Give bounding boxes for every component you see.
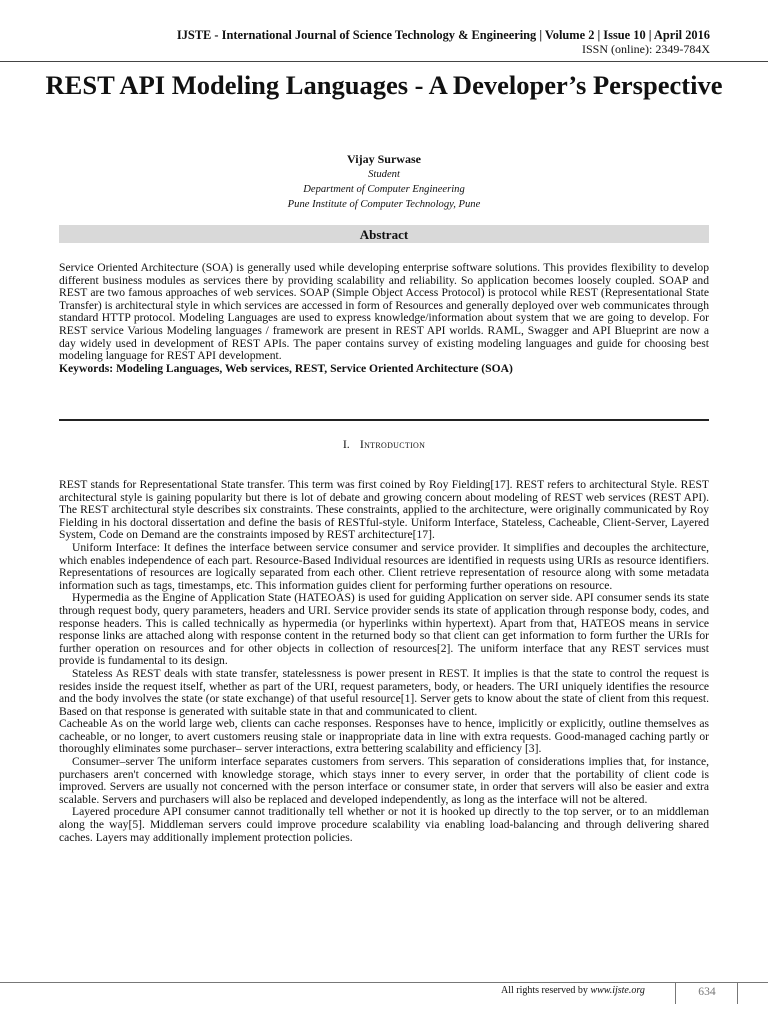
author-name: Vijay Surwase [347,152,421,166]
keywords: Keywords: Modeling Languages, Web services, REST, Service Oriented Architecture (SOA) [59,361,513,375]
footer-divider [0,982,768,983]
author-department: Department of Computer Engineering [303,184,465,195]
abstract-heading: Abstract [59,225,709,243]
paragraph-client-server: Consumer–server The uniform interface separates customers from servers. This separation of considerations implies that, for instance, purchasers aren't concerned with knowledge storage, which stays inner to every server, in order that the portability of client code is improved. Servers are usually not concerned with the person interface or consumer state, in order that servers will also be easier and extra scalable. Servers and purchasers will also be replaced and developed independently, as long as the interface will not be altered. [59,755,709,806]
rights-text: All rights reserved by [501,985,588,996]
footer-rights [501,985,645,997]
paragraph-uniform-interface: Uniform Interface: It defines the interface between service consumer and service provider. It simplifies and decouples the architecture, which enables independence of each part. Resource-Based Individual resources are identified in requests using URIs as resource identifiers. Representations of resources are logically separated from each other. Client retrieve representation of resource along with some metadata information such as tags, timestamps, etc. This information guides client for performing further operations on resource. [59,540,709,592]
journal-citation: IJSTE - International Journal of Science Technology & Engineering | Volume 2 | Issue 10 | April 2016 [176,28,710,42]
footer-box-divider [675,982,676,1004]
paragraph-cacheable: Cacheable As on the world large web, clients can cache responses. Responses have to hence, implicitly or explicitly, outline themselves as cacheable, or no longer, to avert customers reusing stale or inappropriate data in line with extra requests. Good-managed caching partly or thoroughly eliminates some purchaser– server interactions, extra bettering scalability and efficiency [3]. [59,717,709,756]
abstract-section [59,262,709,375]
issn: ISSN (online): 2349-784X [582,42,710,56]
paragraph-stateless: Stateless As REST deals with state transfer, statelessness is power present in REST. It implies is that the state to control the request is resides inside the request itself, whether as part of the URI, request parameters, body, or headers. The URI uniquely identifies the resource and the body involves the state (or state exchange) of that useful resource[1]. Server gets to know about the state of client from this request. Based on that response is generated with suitable state in that and communicated to client. [59,666,709,718]
section-title: Introduction [359,437,426,451]
introduction-body [59,479,709,844]
section-heading [0,437,768,451]
paragraph-hateoas: Hypermedia as the Engine of Application State (HATEOAS) is used for guiding Application on server side. API consumer sends its state through request body, query parameters, headers and URI. Service provider sends its state of application through response body, codes, and response headers. This is called technically as hypermedia (or hyperlinks within hypertext). Apart from that, HATEOS means in service response links are attached along with response content in the returned body so that client can get information to form further the URIs for further operation on resources and for other objects in collection of resources[2]. The uniform interface that any REST services must provide is fundamental to its design. [59,591,709,668]
abstract-text: Service Oriented Architecture (SOA) is generally used while developing enterprise software solutions. This provides flexibility to develop different business modules as services there by providing scalability and reliability. So application becomes loosely coupled. SOAP and REST are two famous approaches of web services. SOAP (Simple Object Access Protocol) is protocol while REST (Representational State Transfer) is architectural style in which services are accessed in form of Resources and generally deployed over web communicates through standard HTTP protocol. Modeling Languages are used to express knowledge/information about system that we are going to develop. For REST service Various Modeling languages / framework are present in REST API worlds. RAML, Swagger and API Blueprint are now a day widely used in development of REST APIs. The paper contains survey of existing modeling languages and guide for choosing best modeling language for REST API development. [59,261,709,363]
author-institute: Pune Institute of Computer Technology, Pune [287,199,481,210]
paragraph-layered: Layered procedure API consumer cannot traditionally tell whether or not it is hooked up directly to the top server, or to an middleman along the way[5]. Middleman servers could improve procedure scalability via enabling load-balancing and through delivering shared caches. Layers may additionally implement protection policies. [59,805,709,844]
journal-header [177,28,710,56]
abstract-divider [59,419,709,421]
paper-title: REST API Modeling Languages - A Developer’s Perspective [45,70,723,100]
paragraph-rest-definition: REST stands for Representational State transfer. This term was first coined by Roy Fielding[17]. REST refers to architectural Style. REST architectural style is gaining popularity but there is lot of debate and growing concern about modeling of REST web services (REST API). The REST architectural style describes six constraints. These constraints, applied to the architecture, were originally communicated by Roy Fielding in his doctoral dissertation and define the basis of RESTful-style. Uniform Interface, Stateless, Cacheable, Client-Server, Layered System, Code on Demand are the constraints imposed by REST architecture[17]. [59,478,709,542]
author-role: Student [368,169,400,180]
footer-box-divider [737,982,738,1004]
author-block [0,152,768,212]
page-number: 634 [698,985,716,998]
site-link[interactable]: www.ijste.org [590,985,645,996]
header-divider [0,61,768,62]
section-number: I. [342,437,350,451]
